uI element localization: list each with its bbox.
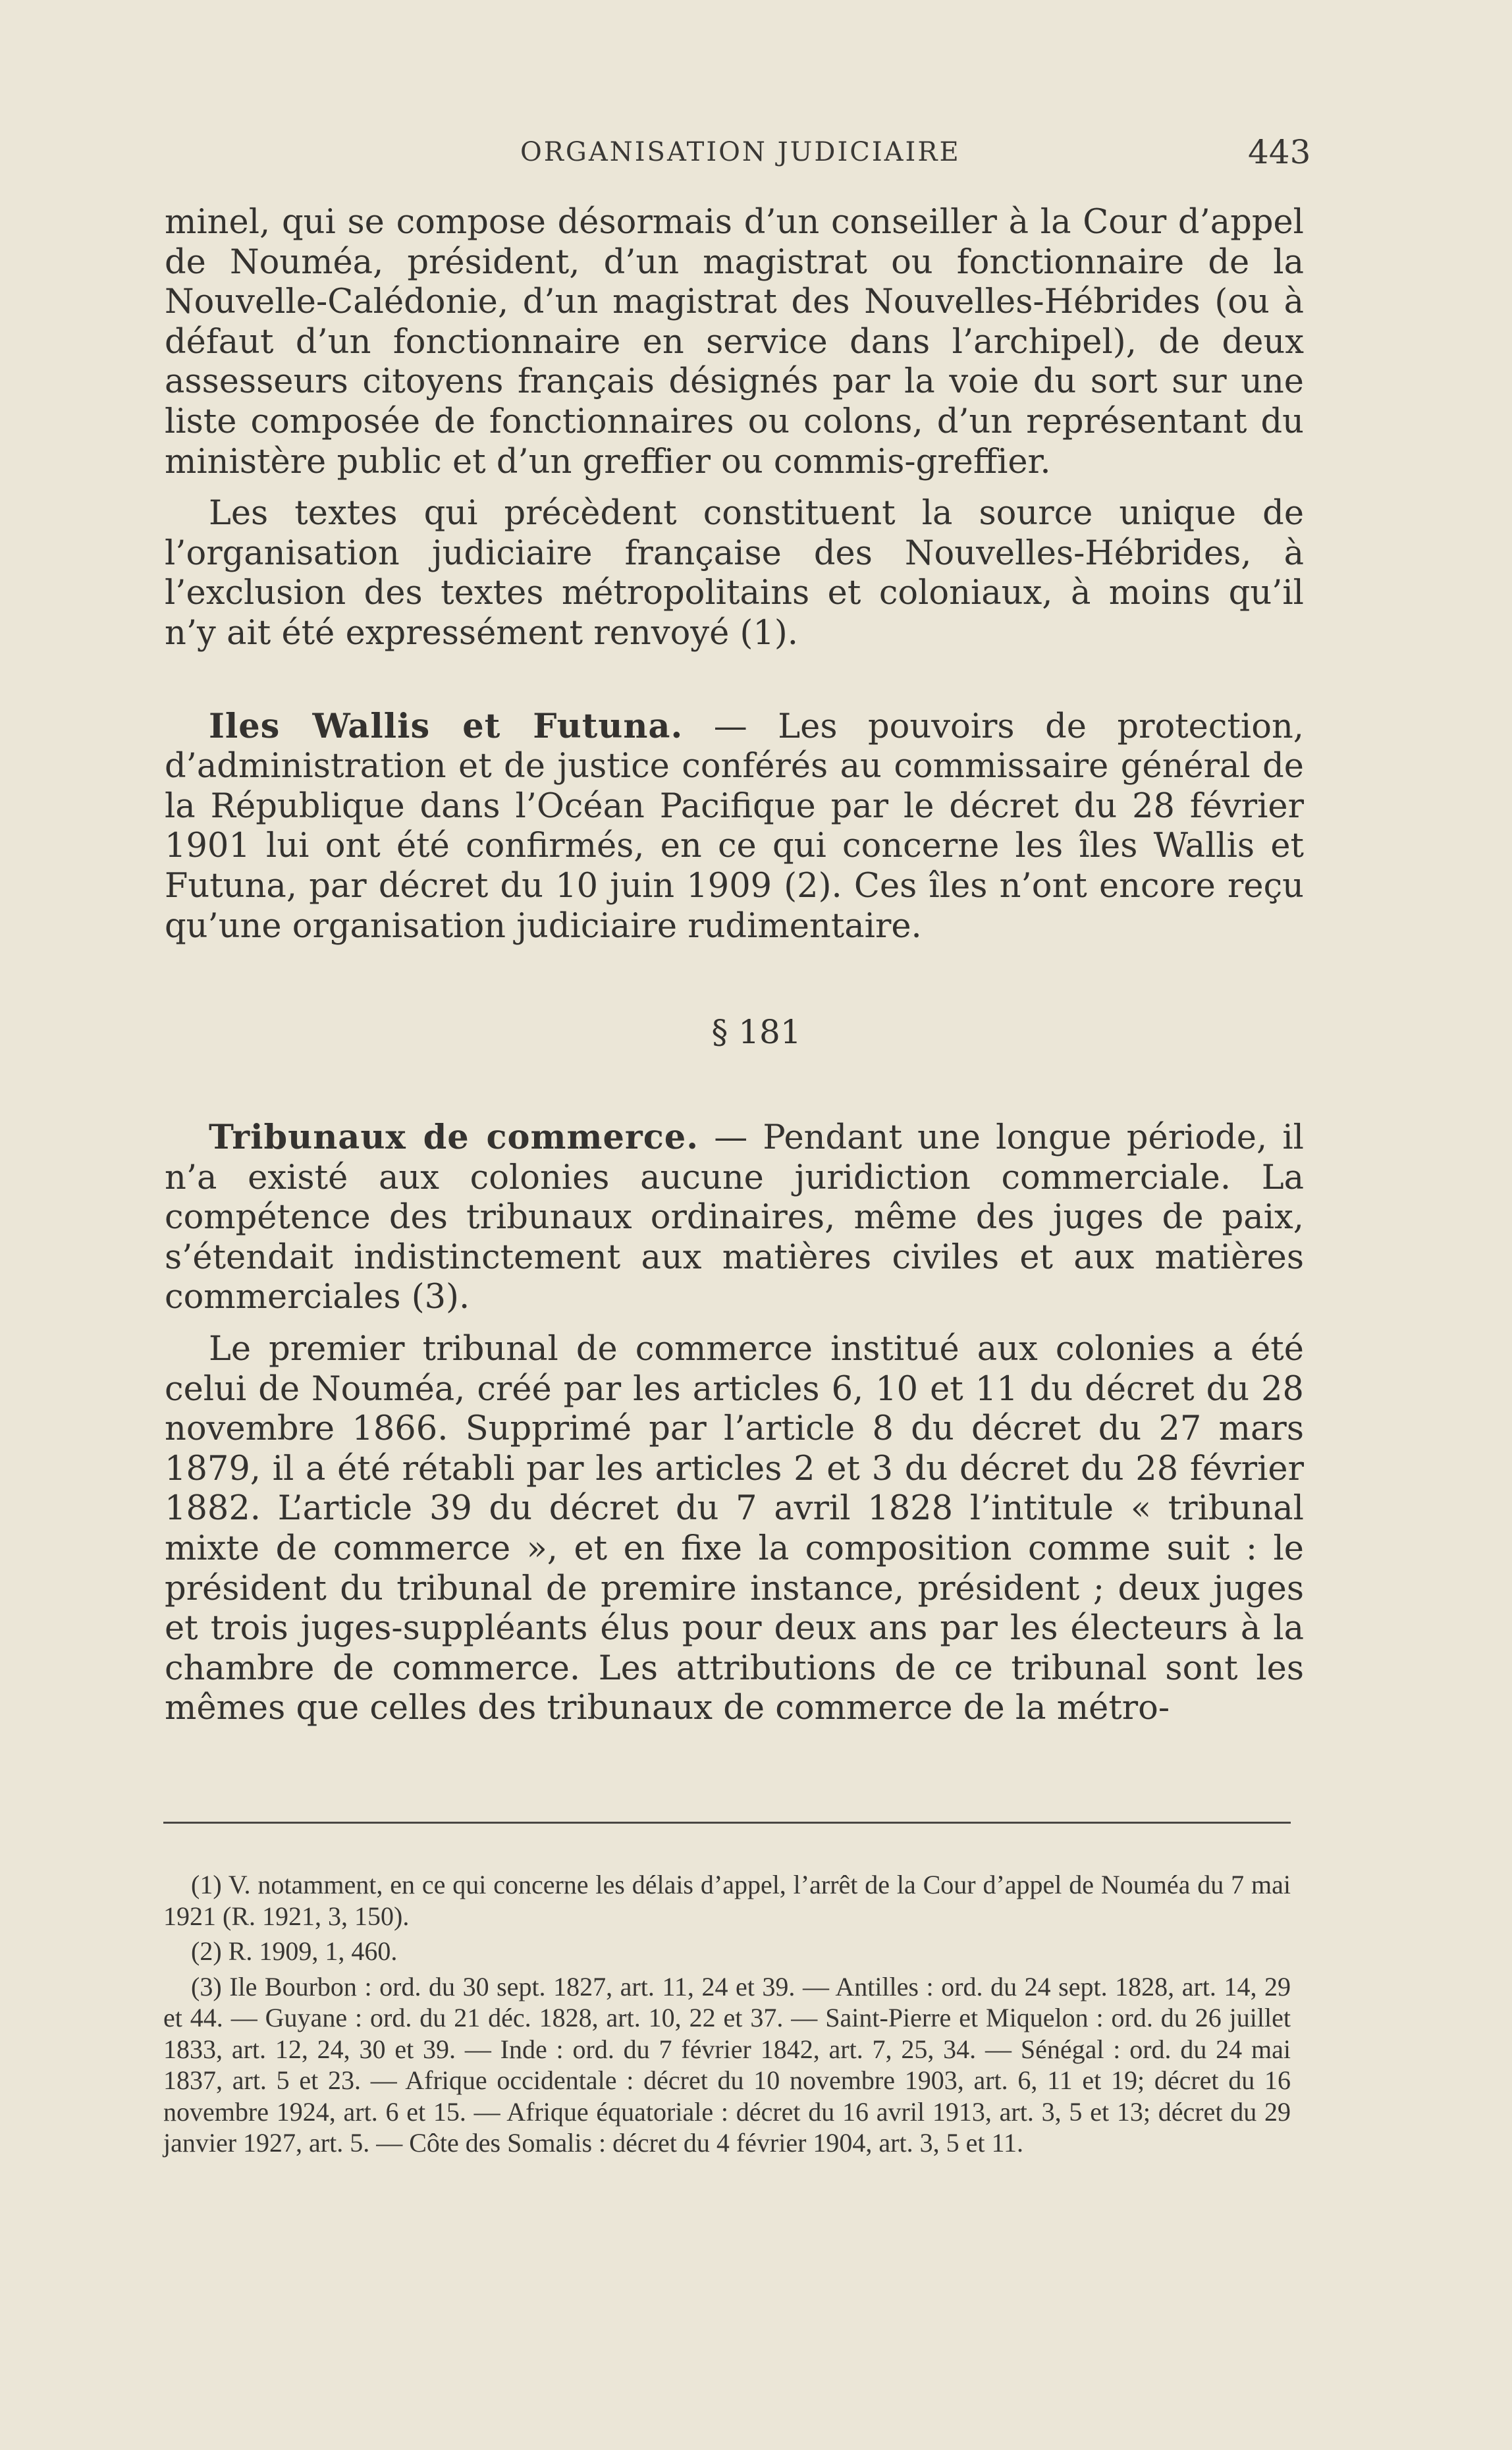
- paragraph-continuation: minel, qui se compose désormais d’un conseiller à la Cour d’appel de Nouméa, président, d’un magistrat ou fonctionnaire de la Nouvelle-Calédonie, d’un magistrat des Nouvelles-Hébrides (ou à défaut d’un fonctionnaire en service dans l’archipel), de deux assesseurs citoyens français désignés par la voie du sort sur une liste composée de fonctionnaires ou colons, d’un représentant du ministère public et d’un greffier ou commis-greffier.: [165, 203, 1304, 481]
- footnote-3: (3) Ile Bourbon : ord. du 30 sept. 1827, art. 11, 24 et 39. — Antilles : ord. du 24 sept. 1828, art. 14, 29 et 44. — Guyane : ord. du 21 déc. 1828, art. 10, 22 et 37. — Saint-Pierre et Miquelon : ord. du 26 juillet 1833, art. 12, 24, 30 et 39. — Inde : ord. du 7 février 1842, art. 7, 25, 34. — Sénégal : ord. du 24 mai 1837, art. 5 et 23. — Afrique occidentale : décret du 10 novembre 1903, art. 6, 11 et 19; décret du 16 novembre 1924, art. 6 et 15. — Afrique équatoriale : décret du 16 avril 1913, art. 3, 5 et 13; décret du 29 janvier 1927, art. 5. — Côte des Somalis : décret du 4 février 1904, art. 3, 5 et 11.: [163, 1971, 1291, 2158]
- main-text: [165, 203, 1304, 1729]
- footnote-2: (2) R. 1909, 1, 460.: [191, 1936, 398, 1966]
- paragraph-sources: Les textes qui précèdent constituent la source unique de l’organisation judiciaire française des Nouvelles-Hébrides, à l’exclusion des textes métropolitains et coloniaux, à moins qu’il n’y ait été expressément renvoyé (1).: [165, 494, 1304, 653]
- running-head: [0, 133, 1512, 173]
- section-number: § 181: [711, 1013, 801, 1052]
- paragraph-tribunaux-commerce: [165, 1118, 1304, 1318]
- footnotes: [163, 1869, 1291, 2163]
- footnote-1: (1) V. notamment, en ce qui concerne les délais d’appel, l’arrêt de la Cour d’appel de Nouméa du 7 mai 1921 (R. 1921, 3, 150).: [163, 1870, 1291, 1931]
- page-number: 443: [1248, 133, 1311, 171]
- heading-wallis-futuna: Iles Wallis et Futuna.: [209, 706, 684, 746]
- text-tribunaux-commerce: — Pendant une longue période, il n’a existé aux colonies aucune juridiction commerciale. La compétence des tribunaux ordinaires, même des juges de paix, s’étendait indistinctement aux matières civiles et aux matières commerciales (3).: [165, 1118, 1304, 1317]
- running-title: ORGANISATION JUDICIAIRE: [520, 137, 961, 167]
- heading-tribunaux-commerce: Tribunaux de commerce.: [209, 1118, 699, 1158]
- footnote-rule: [163, 1822, 1291, 1824]
- text-wallis-futuna: — Les pouvoirs de protection, d’administration et de justice conférés au commissaire général de la République dans l’Océan Pacifique par le décret du 28 février 1901 lui ont été confirmés, en ce qui concerne les îles Wallis et Futuna, par décret du 10 juin 1909 (2). Ces îles n’ont encore reçu qu’une organisation judiciaire rudimentaire.: [165, 707, 1304, 946]
- paragraph-wallis-futuna: [165, 707, 1304, 947]
- paragraph-noumea-tribunal: Le premier tribunal de commerce institué aux colonies a été celui de Nouméa, créé par les articles 6, 10 et 11 du décret du 28 novembre 1866. Supprimé par l’article 8 du décret du 27 mars 1879, il a été rétabli par les articles 2 et 3 du décret du 28 février 1882. L’article 39 du décret du 7 avril 1828 l’intitule « tribunal mixte de commerce », et en fixe la composition comme suit : le président du tribunal de premire instance, président ; deux juges et trois juges-suppléants élus pour deux ans par les électeurs à la chambre de commerce. Les attributions de ce tribunal sont les mêmes que celles des tribunaux de commerce de la métro-: [165, 1330, 1304, 1728]
